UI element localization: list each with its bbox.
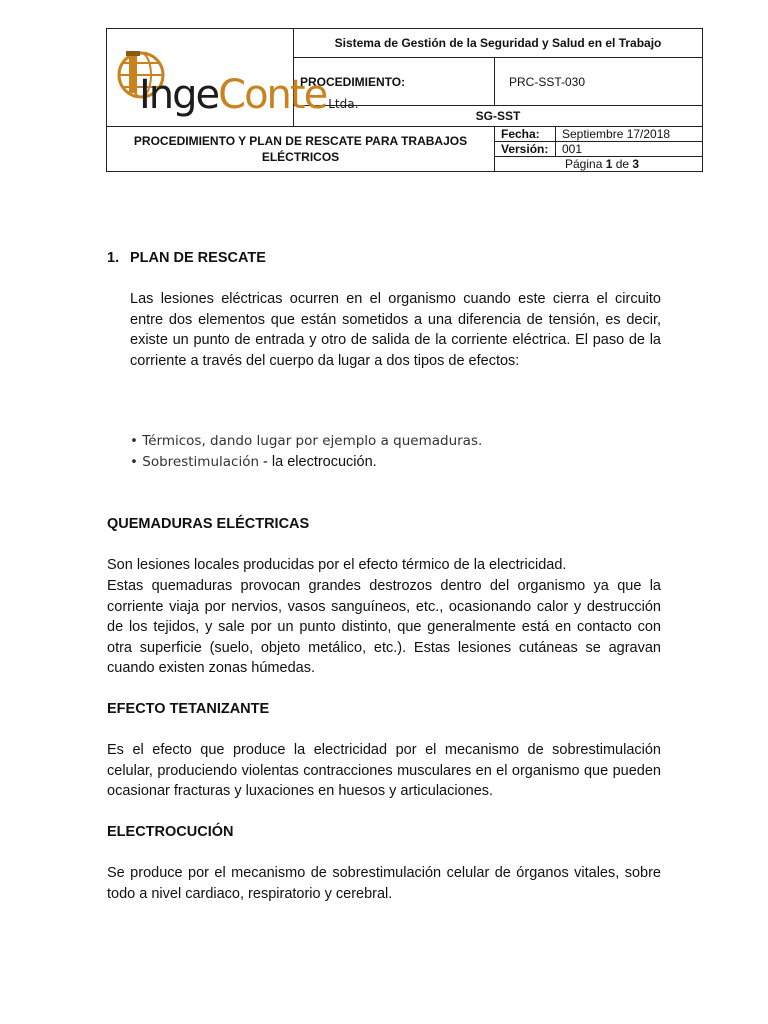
logo-suffix: Ltda.	[328, 97, 359, 111]
document-title: PROCEDIMIENTO Y PLAN DE RESCATE PARA TRABAJOS ELÉCTRICOS	[107, 127, 495, 172]
system-title: Sistema de Gestión de la Seguridad y Salud en el Trabajo	[294, 29, 703, 58]
electrocucion-paragraph: Se produce por el mecanismo de sobrestimulación celular de órganos vitales, sobre todo a nivel cardiaco, respiratorio y cerebral.	[107, 865, 661, 902]
fecha-label: Fecha:	[495, 127, 556, 142]
section-heading-plan-de-rescate	[107, 248, 266, 269]
procedure-code: PRC-SST-030	[495, 58, 703, 106]
list-item: • Sobrestimulación - la electrocución.	[130, 454, 377, 470]
fecha-value: Septiembre 17/2018	[556, 127, 703, 142]
sg-sst-label: SG-SST	[294, 106, 703, 127]
quemaduras-line1: Son lesiones locales producidas por el efecto térmico de la electricidad.	[107, 557, 567, 573]
heading-electrocucion: ELECTROCUCIÓN	[107, 824, 234, 840]
logo-text-part1: Inge	[139, 72, 219, 118]
list-item: • Térmicos, dando lugar por ejemplo a quemaduras.	[130, 433, 483, 449]
effects-list	[130, 431, 661, 473]
section-number: 1.	[107, 250, 120, 266]
version-value: 001	[556, 142, 703, 157]
quemaduras-paragraph: Estas quemaduras provocan grandes destrozos dentro del organismo ya que la corriente viaja por nervios, vasos sanguíneos, etc., ocasionando calor y destrucción de los tejidos, y sale por un punto distinto, que generalmente está en contacto con otra superficie (suelo, objeto metálico, etc.). Estas lesiones cutáneas se agravan cuando existen zonas húmedas.	[107, 578, 661, 676]
version-label: Versión:	[495, 142, 556, 157]
page-number: Página 1 de 3	[495, 157, 703, 172]
document-header-table	[106, 28, 703, 172]
logo-text-part2: Conte	[218, 72, 327, 118]
intro-paragraph: Las lesiones eléctricas ocurren en el organismo cuando este cierra el circuito entre dos elementos que están sometidos a una diferencia de tensión, es decir, existe un punto de entrada y otro de salida de la corriente eléctrica. El paso de la corriente a través del cuerpo da lugar a dos tipos de efectos:	[130, 291, 661, 369]
tetanizante-paragraph: Es el efecto que produce la electricidad por el mecanismo de sobrestimulación celular, produciendo violentas contracciones musculares en el organismo que pueden ocasionar fracturas y luxaciones en huesos y articulaciones.	[107, 742, 661, 799]
section-title: PLAN DE RESCATE	[130, 250, 266, 266]
heading-quemaduras: QUEMADURAS ELÉCTRICAS	[107, 516, 310, 532]
procedure-label: PROCEDIMIENTO:	[294, 58, 495, 106]
heading-tetanizante: EFECTO TETANIZANTE	[107, 701, 270, 717]
